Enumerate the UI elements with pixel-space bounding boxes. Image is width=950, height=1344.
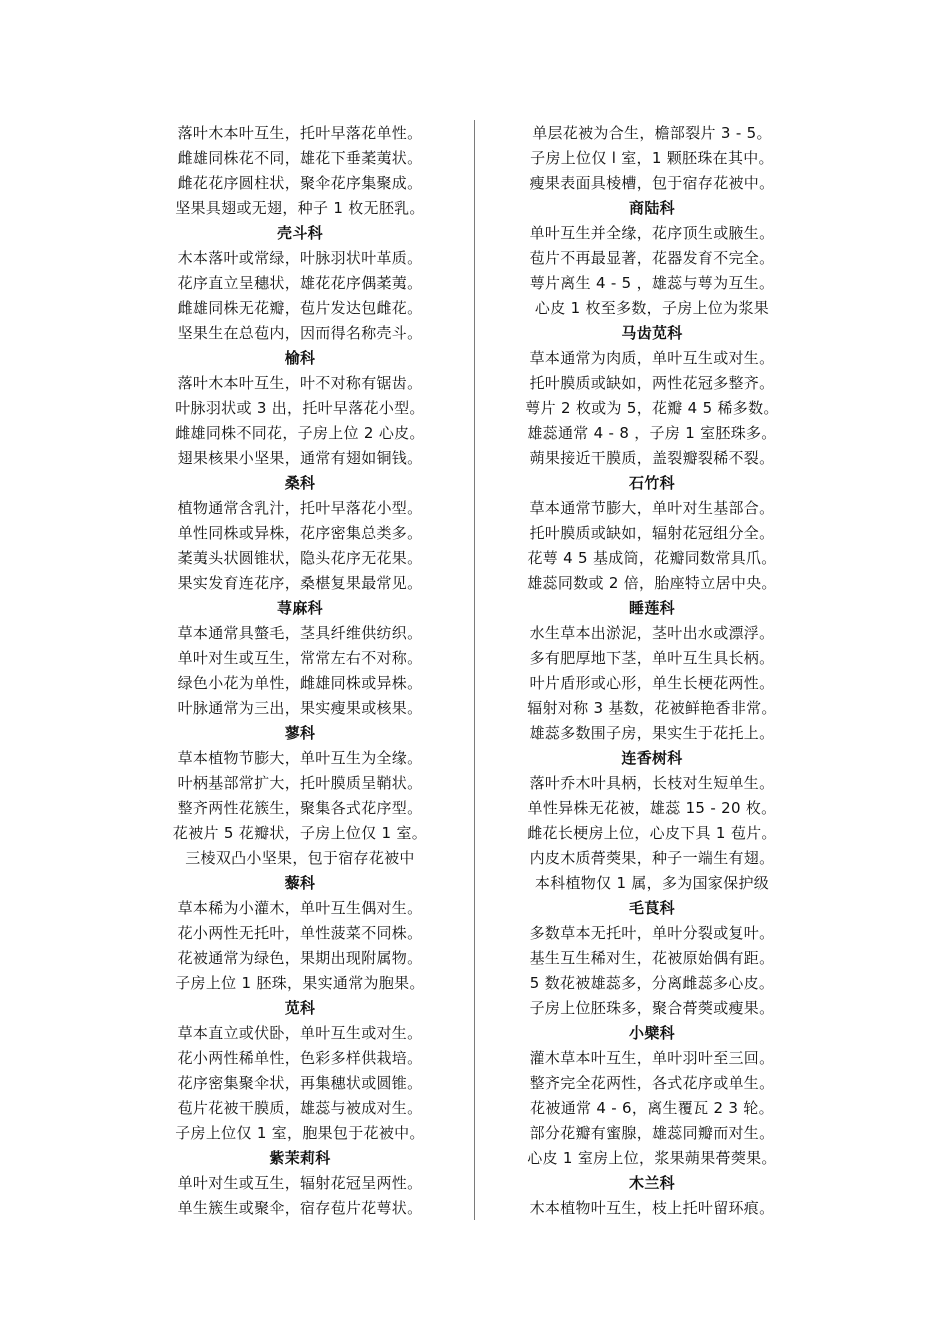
verse-line: 部分花瓣有蜜腺，雄蕊同瓣而对生。 <box>529 1124 775 1142</box>
verse-line: 多数草本无托叶，单叶分裂或复叶。 <box>529 924 775 942</box>
family-heading: 苋科 <box>284 999 316 1017</box>
verse-line: 瘦果表面具棱槽，包于宿存花被中。 <box>529 174 775 192</box>
verse-line: 雌雄同株无花瓣，苞片发达包雌花。 <box>177 299 423 317</box>
verse-line: 单生簇生或聚伞，宿存苞片花萼状。 <box>177 1199 423 1217</box>
verse-line: 单层花被为合生，檐部裂片 3 - 5。 <box>532 124 772 142</box>
family-heading: 连香树科 <box>621 749 683 767</box>
verse-line: 雌花花序圆柱状，聚伞花序集聚成。 <box>177 174 423 192</box>
verse-line: 5 数花被雄蕊多，分离雌蕊多心皮。 <box>529 974 775 992</box>
verse-line: 蒴果接近干膜质，盖裂瓣裂稀不裂。 <box>529 449 775 467</box>
verse-line: 木本植物叶互生，枝上托叶留环痕。 <box>529 1199 775 1217</box>
verse-line: 花被片 5 花瓣状，子房上位仅 1 室。 <box>172 824 428 842</box>
family-heading: 毛茛科 <box>629 899 675 917</box>
verse-line: 基生互生稀对生，花被原始偶有距。 <box>529 949 775 967</box>
verse-line: 本科植物仅 1 属，多为国家保护级 <box>534 874 770 892</box>
verse-line: 单叶对生或互生，辐射花冠呈两性。 <box>177 1174 423 1192</box>
verse-line: 三棱双凸小坚果，包于宿存花被中 <box>185 849 415 867</box>
right-column <box>487 121 817 1221</box>
verse-line: 草本直立或伏卧，单叶互生或对生。 <box>177 1024 423 1042</box>
verse-line: 子房上位胚珠多，聚合蓇葖或瘦果。 <box>529 999 775 1017</box>
family-heading: 商陆科 <box>629 199 675 217</box>
family-heading: 睡莲科 <box>629 599 675 617</box>
verse-line: 草本通常具螫毛，茎具纤维供纺织。 <box>177 624 423 642</box>
verse-line: 灌木草本叶互生，单叶羽叶至三回。 <box>529 1049 775 1067</box>
verse-line: 植物通常含乳汁，托叶早落花小型。 <box>177 499 423 517</box>
verse-line: 单叶对生或互生，常常左右不对称。 <box>177 649 423 667</box>
verse-line: 整齐两性花簇生，聚集各式花序型。 <box>177 799 423 817</box>
verse-line: 辐射对称 3 基数，花被鲜艳香非常。 <box>527 699 777 717</box>
verse-line: 叶柄基部常扩大，托叶膜质呈鞘状。 <box>177 774 423 792</box>
verse-line: 单性同株或异株，花序密集总类多。 <box>177 524 423 542</box>
left-column <box>135 121 465 1221</box>
verse-line: 草本植物节膨大，单叶互生为全缘。 <box>177 749 423 767</box>
verse-line: 雄蕊通常 4 - 8 ，子房 1 室胚珠多。 <box>527 424 777 442</box>
verse-line: 萼片离生 4 - 5 ，雄蕊与萼为互生。 <box>529 274 775 292</box>
verse-line: 子房上位仅 1 室，胞果包于花被中。 <box>175 1124 425 1142</box>
column-divider <box>474 120 475 1220</box>
family-heading: 藜科 <box>284 874 316 892</box>
verse-line: 单性异株无花被，雄蕊 15 - 20 枚。 <box>527 799 777 817</box>
verse-line: 花序直立呈穗状，雄花花序偶葇荑。 <box>177 274 423 292</box>
verse-line: 雄蕊同数或 2 倍，胎座特立居中央。 <box>527 574 777 592</box>
verse-line: 单叶互生并全缘，花序顶生或腋生。 <box>529 224 775 242</box>
verse-line: 花被通常为绿色，果期出现附属物。 <box>177 949 423 967</box>
verse-line: 雄蕊多数围子房，果实生于花托上。 <box>529 724 775 742</box>
verse-line: 雌雄同株不同花，子房上位 2 心皮。 <box>175 424 425 442</box>
verse-line: 萼片 2 枚或为 5，花瓣 4 5 稀多数。 <box>525 399 779 417</box>
verse-line: 草本稀为小灌木，单叶互生偶对生。 <box>177 899 423 917</box>
verse-line: 子房上位仅 l 室，1 颗胚珠在其中。 <box>530 149 774 167</box>
family-heading: 紫茉莉科 <box>269 1149 331 1167</box>
family-heading: 壳斗科 <box>277 224 323 242</box>
verse-line: 雌花长梗房上位，心皮下具 1 苞片。 <box>527 824 777 842</box>
family-heading: 石竹科 <box>629 474 675 492</box>
verse-line: 坚果生在总苞内，因而得名称壳斗。 <box>177 324 423 342</box>
family-heading: 荨麻科 <box>277 599 323 617</box>
verse-line: 叶片盾形或心形，单生长梗花两性。 <box>529 674 775 692</box>
verse-line: 叶脉通常为三出，果实瘦果或核果。 <box>177 699 423 717</box>
verse-line: 托叶膜质或缺如，两性花冠多整齐。 <box>529 374 775 392</box>
verse-line: 花序密集聚伞状，再集穗状或圆锥。 <box>177 1074 423 1092</box>
verse-line: 水生草本出淤泥，茎叶出水或漂浮。 <box>529 624 775 642</box>
verse-line: 草本通常为肉质，单叶互生或对生。 <box>529 349 775 367</box>
family-heading: 桑科 <box>284 474 316 492</box>
verse-line: 果实发育连花序，桑椹复果最常见。 <box>177 574 423 592</box>
verse-line: 内皮木质蓇葖果，种子一端生有翅。 <box>529 849 775 867</box>
family-heading: 榆科 <box>284 349 316 367</box>
verse-line: 花萼 4 5 基成筒，花瓣同数常具爪。 <box>527 549 777 567</box>
verse-line: 叶脉羽状或 3 出，托叶早落花小型。 <box>175 399 425 417</box>
verse-line: 花小两性稀单性，色彩多样供栽培。 <box>177 1049 423 1067</box>
verse-line: 花小两性无托叶，单性菠菜不同株。 <box>177 924 423 942</box>
verse-line: 木本落叶或常绿，叶脉羽状叶革质。 <box>177 249 423 267</box>
verse-line: 心皮 1 枚至多数，子房上位为浆果 <box>534 299 770 317</box>
verse-line: 草本通常节膨大，单叶对生基部合。 <box>529 499 775 517</box>
verse-line: 坚果具翅或无翅，种子 1 枚无胚乳。 <box>175 199 425 217</box>
family-heading: 木兰科 <box>629 1174 675 1192</box>
verse-line: 苞片花被干膜质，雄蕊与被成对生。 <box>177 1099 423 1117</box>
family-heading: 蓼科 <box>284 724 316 742</box>
verse-line: 绿色小花为单性，雌雄同株或异株。 <box>177 674 423 692</box>
verse-line: 整齐完全花两性，各式花序或单生。 <box>529 1074 775 1092</box>
verse-line: 雌雄同株花不同，雄花下垂葇荑状。 <box>177 149 423 167</box>
verse-line: 苞片不再最显著，花器发育不完全。 <box>529 249 775 267</box>
verse-line: 多有肥厚地下茎，单叶互生具长柄。 <box>529 649 775 667</box>
family-heading: 小檗科 <box>629 1024 675 1042</box>
verse-line: 翅果核果小坚果，通常有翅如铜钱。 <box>177 449 423 467</box>
verse-line: 子房上位 1 胚珠，果实通常为胞果。 <box>175 974 425 992</box>
verse-line: 心皮 1 室房上位，浆果蒴果蓇葖果。 <box>527 1149 777 1167</box>
family-heading: 马齿苋科 <box>621 324 683 342</box>
verse-line: 落叶木本叶互生，托叶早落花单性。 <box>177 124 423 142</box>
verse-line: 落叶木本叶互生，叶不对称有锯齿。 <box>177 374 423 392</box>
verse-line: 花被通常 4 - 6，离生覆瓦 2 3 轮。 <box>530 1099 774 1117</box>
verse-line: 托叶膜质或缺如，辐射花冠组分全。 <box>529 524 775 542</box>
verse-line: 葇荑头状圆锥状，隐头花序无花果。 <box>177 549 423 567</box>
verse-line: 落叶乔木叶具柄，长枝对生短单生。 <box>529 774 775 792</box>
